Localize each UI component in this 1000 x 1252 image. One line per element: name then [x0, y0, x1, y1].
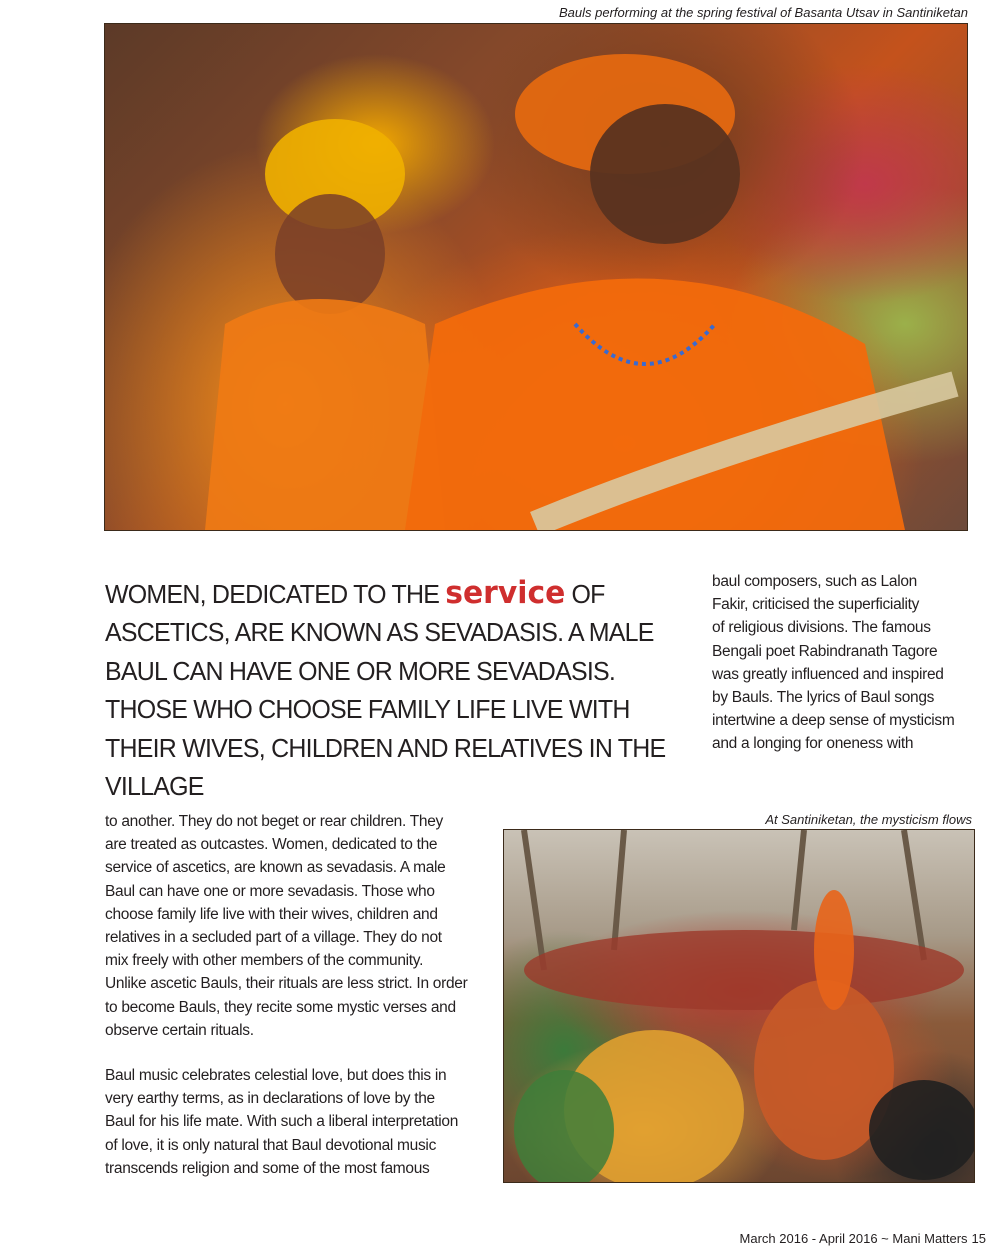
bauls-performing-photo [104, 23, 968, 531]
text-line: transcends religion and some of the most famous [105, 1159, 430, 1177]
text-line: of love, it is only natural that Baul devotional music [105, 1136, 437, 1154]
text-line: very earthy terms, as in declarations of love by the [105, 1090, 435, 1108]
left-column-paragraph-2 [105, 1064, 485, 1180]
left-column-paragraph-1 [105, 810, 485, 1042]
text-line: to another. They do not beget or rear children. They [105, 813, 443, 830]
text-line: observe certain rituals. [105, 1021, 254, 1039]
pull-quote [105, 574, 671, 805]
text-line: of religious divisions. The famous [712, 619, 931, 637]
text-line: intertwine a deep sense of mysticism [712, 712, 955, 730]
text-line: Fakir, criticised the superficiality [712, 596, 920, 614]
text-line: Bengali poet Rabindranath Tagore [712, 642, 938, 660]
text-line: Baul can have one or more sevadasis. Those who [105, 882, 435, 900]
text-line: baul composers, such as Lalon [712, 573, 917, 590]
text-line: choose family life live with their wives, children and [105, 905, 438, 923]
text-line: by Bauls. The lyrics of Baul songs [712, 689, 935, 707]
page-number: 15 [971, 1231, 986, 1246]
page-footer [740, 1231, 986, 1246]
text-line: to become Bauls, they recite some mystic verses and [105, 998, 456, 1016]
bauls-photo-illustration [105, 24, 967, 530]
text-line: was greatly influenced and inspired [712, 665, 944, 683]
pull-quote-accent-word: service [445, 575, 566, 611]
text-line: Unlike ascetic Bauls, their rituals are less strict. In order [105, 975, 468, 993]
text-line: Baul for his life mate. With such a liberal interpretation [105, 1113, 459, 1131]
text-line: and a longing for oneness with [712, 735, 914, 753]
text-line: service of ascetics, are known as sevadasis. A male [105, 859, 446, 877]
text-line: relatives in a secluded part of a village. They do not [105, 929, 442, 947]
pull-quote-before: WOMEN, DEDICATED TO THE [105, 579, 446, 609]
santiniketan-crowd-photo [503, 829, 975, 1183]
photo-caption-middle: At Santiniketan, the mysticism flows [765, 812, 972, 827]
issue-label: March 2016 - April 2016 ~ Mani Matters [739, 1231, 968, 1246]
text-line: are treated as outcastes. Women, dedicated to the [105, 836, 438, 854]
right-column-text [712, 570, 982, 756]
text-line: Baul music celebrates celestial love, but does this in [105, 1067, 447, 1084]
text-line: mix freely with other members of the community. [105, 952, 424, 970]
crowd-photo-illustration [504, 830, 974, 1182]
photo-caption-top: Bauls performing at the spring festival of Basanta Utsav in Santiniketan [559, 5, 968, 20]
pull-quote-after: OF ASCETICS, ARE KNOWN AS SEVADASIS. A MALE BAUL CAN HAVE ONE OR MORE SEVADASIS. THOSE WHO CHOOSE FAMILY LIFE LIVE WITH THEIR WIVES, CHILDREN AND RELATIVES IN THE VILLAGE [105, 579, 666, 802]
